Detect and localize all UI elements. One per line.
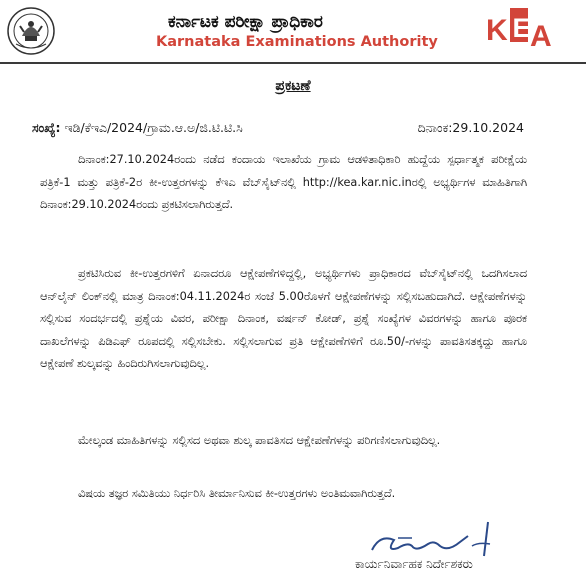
paragraph-incomplete-objections: ಮೇಲ್ಕಂಡ ಮಾಹಿತಿಗಳನ್ನು ಸಲ್ಲಿಸದ ಅಥವಾ ಶುಲ್ಕ ಪಾವತಿಸದ ಆಕ್ಷೇಪಣೆಗಳನ್ನು ಪರಿಗಣಿಸಲಾಗುವುದಿಲ್ಲ. [78, 434, 441, 447]
date-value: 29.10.2024 [452, 120, 524, 135]
svg-text:E: E [512, 13, 531, 43]
org-name-english: Karnataka Examinations Authority [156, 34, 438, 50]
letterhead [0, 0, 586, 60]
reference-row [32, 120, 524, 136]
notice-date [418, 120, 524, 136]
date-label: ದಿನಾಂಕ: [417, 120, 453, 135]
reference-label: ಸಂಖ್ಯೆ: [32, 120, 61, 135]
paragraph-objection-process: ಪ್ರಕಟಿಸಿರುವ ಕೀ-ಉತ್ತರಗಳಿಗೆ ಏನಾದರೂ ಆಕ್ಷೇಪಣೆಗಳಿದ್ದಲ್ಲಿ, ಅಭ್ಯರ್ಥಿಗಳು ಪ್ರಾಧಿಕಾರದ ವೆಬ್‌ಸೈಟ್‌ನಲ್ಲಿ ಒದಗಿಸಲಾದ ಆನ್‌ಲೈನ್ ಲಿಂಕ್‌ನಲ್ಲಿ ಮಾತ್ರ ದಿನಾಂಕ:04.11.2024ರ ಸಂಜೆ 5.00ರೊಳಗೆ ಆಕ್ಷೇಪಣೆಗಳನ್ನು ಸಲ್ಲಿಸಬಹುದಾಗಿದೆ. ಆಕ್ಷೇಪಣೆಗಳನ್ನು ಸಲ್ಲಿಸುವ ಸಂದರ್ಭದಲ್ಲಿ ಪ್ರಶ್ನೆಯ ವಿವರ, ಪರೀಕ್ಷಾ ದಿನಾಂಕ, ವರ್ಷನ್ ಕೋಡ್, ಪ್ರಶ್ನೆ ಸಂಖ್ಯೆಗಳ ವಿವರಗಳನ್ನು ಹಾಗೂ ಪೂರಕ ದಾಖಲೆಗಳನ್ನು ಪಿಡಿಎಫ್ ರೂಪದಲ್ಲಿ ಸಲ್ಲಿಸಬೇಕು. ಸಲ್ಲಿಸಲಾಗುವ ಪ್ರತಿ ಆಕ್ಷೇಪಣೆಗಳಿಗೆ ರೂ.50/-ಗಳನ್ನು ಪಾವತಿಸತಕ್ಕದ್ದು ಹಾಗೂ ಆಕ್ಷೇಪಣೆ ಶುಲ್ಕವನ್ನು ಹಿಂದಿರುಗಿಸಲಾಗುವುದಿಲ್ಲ. [40, 267, 527, 370]
org-name-kannada: ಕರ್ನಾಟಕ ಪರೀಕ್ಷಾ ಪ್ರಾಧಿಕಾರ [168, 12, 323, 32]
svg-text:K: K [486, 14, 508, 47]
header-divider [0, 62, 586, 64]
signatory-title: ಕಾರ್ಯನಿರ್ವಾಹಕ ನಿರ್ದೇಶಕರು [355, 557, 473, 571]
reference-value: ಇಡಿ/ಕೆಇಎ/2024/ಗ್ರಾಮ.ಆ.ಅ/ಜಿ.ಟಿ.ಟಿ.ಸಿ [64, 120, 243, 135]
paragraph-final-decision: ವಿಷಯ ತಜ್ಞರ ಸಮಿತಿಯು ನಿರ್ಧರಿಸಿ ತೀರ್ಮಾನಿಸುವ ಕೀ-ಉತ್ತರಗಳು ಅಂತಿಮವಾಗಿರುತ್ತದೆ. [78, 487, 396, 500]
reference-number [32, 120, 243, 136]
kea-logo [486, 6, 556, 50]
karnataka-emblem-icon [6, 6, 56, 56]
svg-text:A: A [530, 20, 552, 50]
notice-heading: ಪ್ರಕಟಣೆ [275, 78, 311, 94]
paragraph-answer-key-published: ದಿನಾಂಕ:27.10.2024ರಂದು ನಡೆದ ಕಂದಾಯ ಇಲಾಖೆಯ ಗ್ರಾಮ ಆಡಳಿತಾಧಿಕಾರಿ ಹುದ್ದೆಯ ಸ್ಪರ್ಧಾತ್ಮಕ ಪರೀಕ್ಷೆಯ ಪತ್ರಿಕೆ-1 ಮತ್ತು ಪತ್ರಿಕೆ-2ರ ಕೀ-ಉತ್ತರಗಳನ್ನು ಕೆಇಎ ವೆಬ್‌ಸೈಟ್‌ನಲ್ಲಿ http://kea.kar.nic.inರಲ್ಲಿ ಅಭ್ಯರ್ಥಿಗಳ ಮಾಹಿತಿಗಾಗಿ ದಿನಾಂಕ:29.10.2024ರಂದು ಪ್ರಕಟಿಸಲಾಗಿರುತ್ತದೆ. [40, 153, 527, 211]
